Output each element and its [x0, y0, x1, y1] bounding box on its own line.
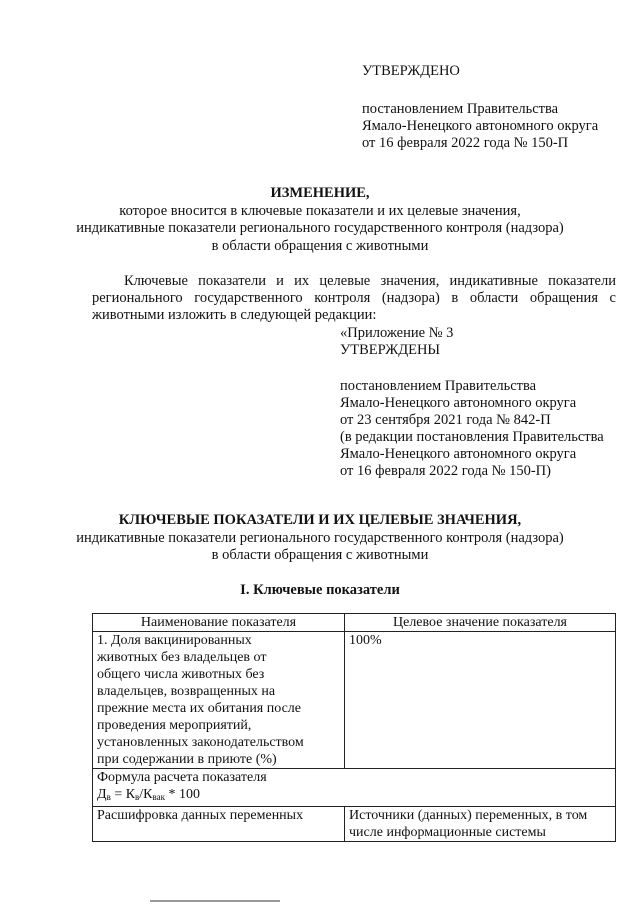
- appendix-line-7: Ямало-Ненецкого автономного округа: [340, 446, 577, 462]
- appendix-line-8: от 16 февраля 2022 года № 150-П): [340, 463, 551, 479]
- appendix-line-2: УТВЕРЖДЕНЫ: [340, 342, 441, 358]
- approval-line-2: Ямало-Ненецкого автономного округа: [362, 118, 599, 134]
- change-line-3: в области обращения с животными: [211, 238, 429, 254]
- sources-cell: [345, 807, 616, 842]
- indicators-table: [92, 613, 616, 842]
- formula-slash: /К: [139, 787, 153, 802]
- approval-line-1: постановлением Правительства: [362, 101, 559, 117]
- indicator-line: установленных законодательством: [97, 735, 304, 750]
- change-line-1: которое вносится в ключевые показатели и их целевые значения,: [119, 203, 521, 219]
- doc-title-line-1: индикативные показатели регионального государственного контроля (надзора): [76, 530, 564, 546]
- appendix-line-3: постановлением Правительства: [340, 378, 537, 394]
- table-row: [93, 632, 616, 769]
- formula: [97, 786, 611, 806]
- indicator-line: общего числа животных без: [97, 667, 265, 682]
- indicator-line: владельцев, возвращенных на: [97, 684, 276, 699]
- formula-cell: [93, 769, 616, 807]
- table-row: [93, 769, 616, 807]
- appendix-line-1: «Приложение № 3: [340, 325, 454, 341]
- formula-k-sub: в: [135, 792, 140, 802]
- approval-heading: УТВЕРЖДЕНО: [362, 63, 460, 79]
- indicator-name-cell: [93, 632, 345, 769]
- doc-title-line-2: в области обращения с животными: [211, 547, 429, 563]
- body-line-1: Ключевые показатели и их целевые значения, индикативные показатели: [124, 273, 616, 289]
- doc-title-heading: КЛЮЧЕВЫЕ ПОКАЗАТЕЛИ И ИХ ЦЕЛЕВЫЕ ЗНАЧЕНИЯ,: [118, 512, 522, 528]
- appendix-line-4: Ямало-Ненецкого автономного округа: [340, 395, 577, 411]
- approval-line-3: от 16 февраля 2022 года № 150-П: [362, 135, 569, 151]
- table-row: [93, 807, 616, 842]
- header-name: Наименование показателя: [93, 614, 345, 632]
- indicator-line: при содержании в приюте (%): [97, 752, 277, 767]
- indicator-line: животных без владельцев от: [97, 650, 267, 665]
- appendix-line-5: от 23 сентября 2021 года № 842-П: [340, 412, 551, 428]
- indicator-line: 1. Доля вакцинированных: [97, 633, 252, 648]
- formula-tail: * 100: [165, 787, 201, 802]
- formula-d: Д: [97, 787, 107, 802]
- formula-eq: = К: [110, 787, 136, 802]
- section-title: I. Ключевые показатели: [240, 582, 400, 598]
- indicator-line: проведения мероприятий,: [97, 718, 252, 733]
- sources-line-1: Источники (данных) переменных, в том: [349, 808, 588, 823]
- indicator-value-cell: 100%: [345, 632, 616, 769]
- indicator-line: прежние места их обитания после: [97, 701, 302, 716]
- formula-kvak-sub: вак: [152, 792, 166, 802]
- formula-d-sub: в: [106, 792, 111, 802]
- body-line-3: животными изложить в следующей редакции:: [92, 307, 377, 323]
- change-heading: ИЗМЕНЕНИЕ,: [270, 185, 370, 201]
- sources-line-2: числе информационные системы: [349, 825, 546, 840]
- body-line-2: регионального государственного контроля (надзора) в области обращения с: [92, 290, 616, 306]
- header-value: Целевое значение показателя: [345, 614, 616, 632]
- variables-label-cell: Расшифровка данных переменных: [93, 807, 345, 842]
- change-line-2: индикативные показатели регионального государственного контроля (надзора): [76, 220, 564, 236]
- formula-label: Формула расчета показателя: [97, 770, 267, 785]
- table-header-row: [93, 614, 616, 632]
- footer-rule: [150, 900, 280, 902]
- appendix-line-6: (в редакции постановления Правительства: [340, 429, 604, 445]
